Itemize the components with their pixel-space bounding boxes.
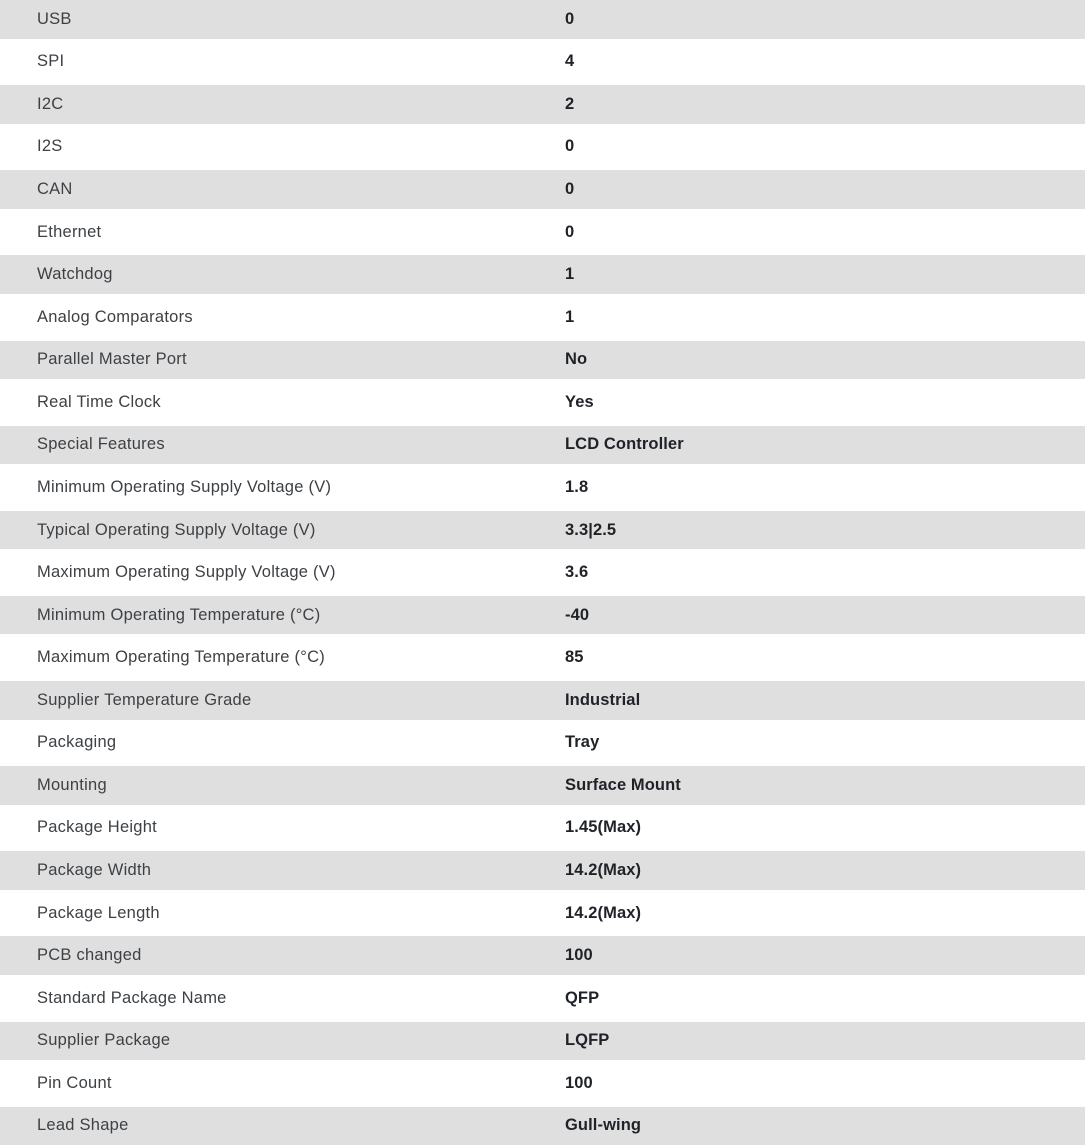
spec-attribute-name: Supplier Temperature Grade [37, 690, 252, 709]
spec-row [0, 809, 1085, 848]
spec-attribute-name: Maximum Operating Supply Voltage (V) [37, 563, 336, 582]
spec-attribute-value: 1.45(Max) [565, 818, 642, 837]
spec-attribute-value: Surface Mount [565, 775, 681, 794]
spec-attribute-value: 100 [565, 946, 593, 965]
spec-row [0, 894, 1085, 933]
spec-attribute-name: SPI [37, 52, 65, 71]
spec-attribute-name: Pin Count [37, 1073, 112, 1092]
spec-attribute-name: Package Length [37, 903, 160, 922]
spec-row [0, 43, 1085, 82]
spec-row [0, 383, 1085, 422]
spec-row [0, 932, 1085, 979]
spec-attribute-name: Lead Shape [37, 1116, 129, 1135]
spec-row [0, 298, 1085, 337]
spec-attribute-name: I2S [37, 137, 63, 156]
spec-row [0, 724, 1085, 763]
spec-attribute-name: Parallel Master Port [37, 350, 187, 369]
spec-row [0, 1103, 1085, 1145]
spec-row [0, 592, 1085, 639]
spec-attribute-value: 0 [565, 222, 575, 241]
spec-attribute-value: 0 [565, 9, 575, 28]
spec-row [0, 0, 1085, 43]
spec-attribute-name: Real Time Clock [37, 392, 161, 411]
spec-attribute-name: Standard Package Name [37, 988, 227, 1007]
spec-attribute-name: Analog Comparators [37, 307, 193, 326]
spec-attribute-name: Special Features [37, 435, 165, 454]
spec-row [0, 553, 1085, 592]
spec-attribute-value: 4 [565, 52, 575, 71]
spec-attribute-value: Industrial [565, 690, 641, 709]
spec-row [0, 251, 1085, 298]
spec-row [0, 213, 1085, 252]
spec-attribute-value: -40 [565, 605, 590, 624]
spec-attribute-name: Package Height [37, 818, 157, 837]
spec-row [0, 1064, 1085, 1103]
spec-attribute-value: QFP [565, 988, 600, 1007]
spec-attribute-value: Yes [565, 392, 594, 411]
spec-attribute-value: 14.2(Max) [565, 903, 642, 922]
spec-attribute-value: 1 [565, 265, 575, 284]
spec-row [0, 638, 1085, 677]
spec-row [0, 847, 1085, 894]
spec-attribute-name: Packaging [37, 733, 117, 752]
spec-attribute-value: Tray [565, 733, 600, 752]
spec-attribute-name: I2C [37, 94, 64, 113]
spec-row [0, 81, 1085, 128]
spec-attribute-value: 0 [565, 137, 575, 156]
spec-attribute-value: 1.8 [565, 477, 589, 496]
spec-attribute-value: 2 [565, 94, 575, 113]
spec-row [0, 1018, 1085, 1065]
spec-row [0, 507, 1085, 554]
spec-attribute-name: Maximum Operating Temperature (°C) [37, 648, 326, 667]
spec-row [0, 979, 1085, 1018]
spec-attribute-name: USB [37, 9, 72, 28]
spec-attribute-name: CAN [37, 180, 73, 199]
spec-attribute-name: Package Width [37, 861, 152, 880]
spec-row [0, 166, 1085, 213]
spec-attribute-name: Watchdog [37, 265, 113, 284]
spec-attribute-value: 1 [565, 307, 575, 326]
spec-attribute-name: Ethernet [37, 222, 102, 241]
spec-attribute-name: PCB changed [37, 946, 142, 965]
spec-attribute-name: Mounting [37, 775, 107, 794]
spec-row [0, 337, 1085, 384]
spec-attribute-name: Supplier Package [37, 1031, 171, 1050]
spec-attribute-value: 100 [565, 1073, 593, 1092]
spec-attribute-name: Typical Operating Supply Voltage (V) [37, 520, 316, 539]
spec-attribute-name: Minimum Operating Temperature (°C) [37, 605, 321, 624]
spec-attribute-value: 85 [565, 648, 584, 667]
spec-attribute-value: LQFP [565, 1031, 610, 1050]
spec-attribute-value: 3.3|2.5 [565, 520, 617, 539]
spec-attribute-value: 14.2(Max) [565, 861, 642, 880]
spec-row [0, 422, 1085, 469]
spec-attribute-name: Minimum Operating Supply Voltage (V) [37, 477, 332, 496]
spec-row [0, 762, 1085, 809]
spec-row [0, 677, 1085, 724]
spec-attribute-value: 0 [565, 180, 575, 199]
spec-attribute-value: Gull-wing [565, 1116, 642, 1135]
spec-attribute-value: 3.6 [565, 563, 589, 582]
spec-row [0, 468, 1085, 507]
spec-row [0, 128, 1085, 167]
spec-attribute-value: LCD Controller [565, 435, 684, 454]
spec-attribute-value: No [565, 350, 588, 369]
